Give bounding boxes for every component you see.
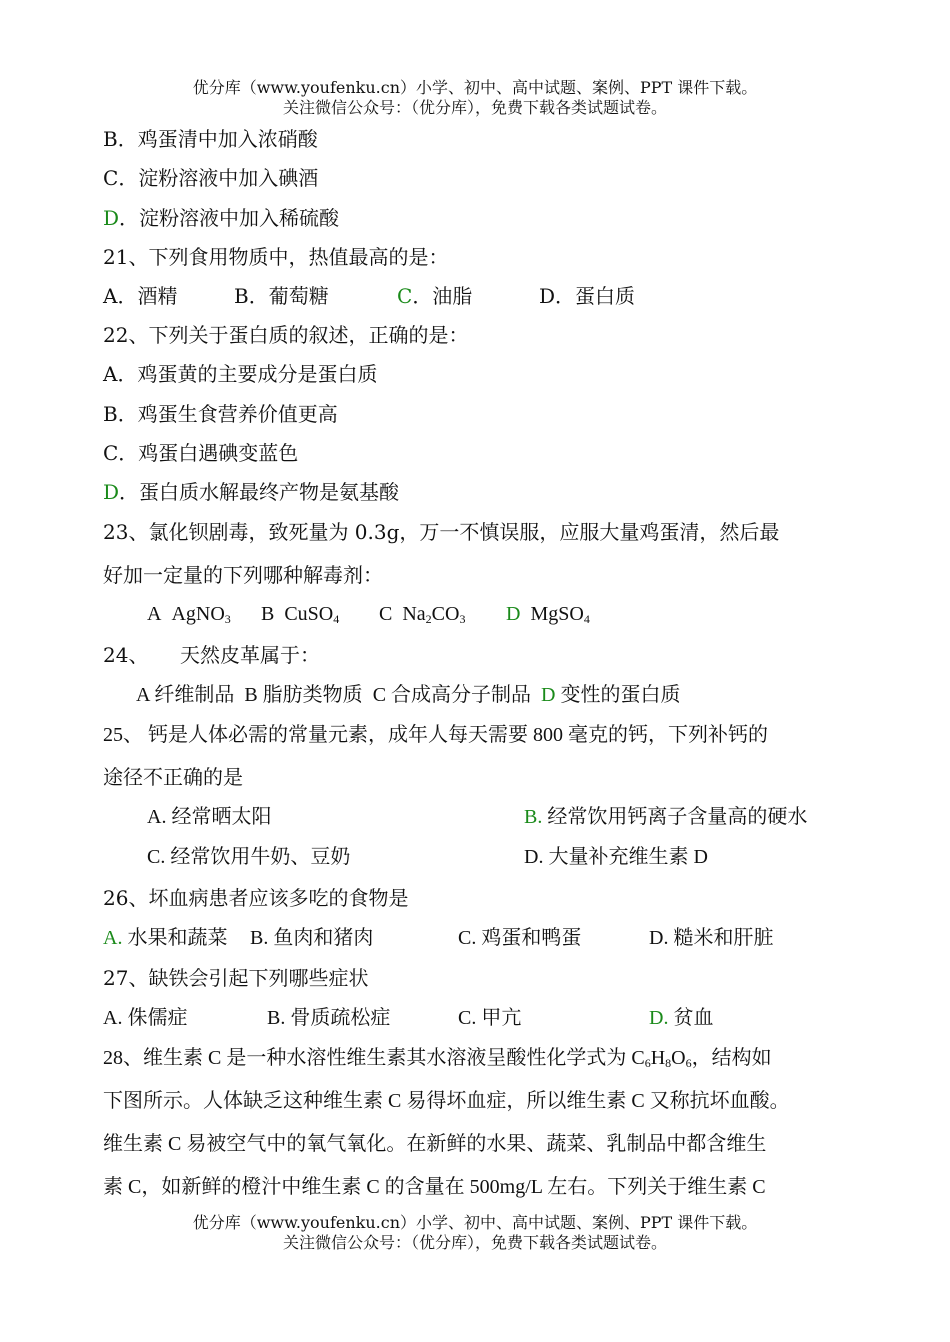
footer-line-1: 优分库（www.youfenku.cn）小学、初中、高中试题、案例、PPT 课件下载。 [192,1213,758,1232]
q21-option-b: B．葡萄糖 [234,284,329,308]
q28-line-3: 维生素 C 易被空气中的氧气氧化。在新鲜的水果、蔬菜、乳制品中都含维生 [103,1133,767,1155]
q26-option-a-text: 水果和蔬菜 [122,927,228,949]
q23-stem-line-2: 好加一定量的下列哪种解毒剂： [103,563,383,587]
q22-option-d [103,479,399,505]
q27-option-a: A. 侏儒症 [103,1007,188,1029]
q23-option-c-formula-2: CO [431,603,460,625]
q23-option-b-formula: CuSO [284,603,334,625]
q21-stem: 21、下列食用物质中，热值最高的是： [103,245,449,269]
q26-option-c: C. 鸡蛋和鸭蛋 [458,927,582,949]
q23-option-a-letter: A [147,603,162,625]
q26-option-b: B. 鱼肉和猪肉 [250,927,374,949]
q28-formula-sub-c: 6 [644,1056,651,1070]
q26-option-d: D. 糙米和肝脏 [649,927,774,949]
q27-option-c: C. 甲亢 [458,1007,522,1029]
q26-stem: 26、坏血病患者应该多吃的食物是 [103,886,409,910]
q27-option-b: B. 骨质疏松症 [267,1007,391,1029]
q25-option-a: A. 经常晒太阳 [147,806,272,828]
q20-option-b-letter: B [103,127,118,151]
q23-option-c-formula-1: Na [402,603,426,625]
q23-option-b [261,601,339,627]
q23-option-d-formula: MgSO [530,603,584,625]
q22-option-b: B．鸡蛋生食营养价值更高 [103,402,338,426]
q23-option-a-sub: 3 [224,612,231,626]
q20-option-d-text: ．淀粉溶液中加入稀硫酸 [119,206,340,230]
q28-line-1 [103,1045,772,1071]
q21-options [103,283,863,309]
q25-option-b-letter: B. [524,806,543,828]
q27-stem: 27、缺铁会引起下列哪些症状 [103,966,369,990]
q23-stem-line-1: 23、氯化钡剧毒，致死量为 0.3g，万一不慎误服，应服大量鸡蛋清，然后最 [103,520,780,544]
q21-option-a: A．酒精 [103,284,178,308]
q28-formula-sub-h: 8 [665,1056,672,1070]
q23-option-d-sub: 4 [583,612,590,626]
q24-stem-text: 天然皮革属于： [180,643,320,667]
q23-option-c-sub-2: 3 [459,612,466,626]
q20-option-c [103,165,318,191]
q25-option-b [524,804,807,830]
q28-line-2: 下图所示。人体缺乏这种维生素 C 易得坏血症，所以维生素 C 又称抗坏血酸。 [103,1090,790,1112]
q23-option-c-letter: C [379,603,393,625]
q23-option-d [506,601,590,627]
q24-option-a: A 纤维制品 [136,684,235,706]
q22-option-c: C．鸡蛋白遇碘变蓝色 [103,441,299,465]
q28-formula-o: O [671,1047,686,1069]
q23-option-a-formula: AgNO [171,603,225,625]
q20-option-c-letter: C [103,166,119,190]
header-line-1: 优分库（www.youfenku.cn）小学、初中、高中试题、案例、PPT 课件下载。 [192,78,758,97]
q27-options [103,1005,863,1031]
q22-option-a: A．鸡蛋黄的主要成分是蛋白质 [103,362,378,386]
q23-option-d-letter: D [506,603,521,625]
q24-stem [103,642,503,668]
q23-option-b-letter: B [261,603,275,625]
q23-option-c [379,601,465,627]
q25-stem-line-1: 25、 钙是人体必需的常量元素，成年人每天需要 800 毫克的钙，下列补钙的 [103,724,768,746]
q24-option-b: B 脂肪类物质 [244,684,363,706]
footer-line-2: 关注微信公众号：（优分库），免费下载各类试题试卷。 [282,1233,667,1252]
q22-stem: 22、下列关于蛋白质的叙述，正确的是： [103,323,469,347]
q24-option-c: C 合成高分子制品 [372,684,532,706]
q25-option-d: D. 大量补充维生素 D [524,846,708,868]
q28-line-4: 素 C，如新鲜的橙汁中维生素 C 的含量在 500mg/L 左右。下列关于维生素 C [103,1176,766,1198]
q28-formula-sub-o: 6 [685,1056,692,1070]
q21-option-c-letter: C [397,284,413,308]
q20-option-d-letter: D [103,206,120,230]
q23-option-a [147,601,231,627]
q25-options-row-2 [147,844,847,870]
q25-option-c: C. 经常饮用牛奶、豆奶 [147,846,351,868]
q23-option-c-sub-1: 2 [425,612,432,626]
q27-option-d-text: 贫血 [668,1007,714,1029]
q24-number: 24、 [103,643,149,667]
q25-option-b-text: 经常饮用钙离子含量高的硬水 [542,806,808,828]
q24-option-d-text: 变性的蛋白质 [555,684,681,706]
q22-option-d-text: ．蛋白质水解最终产物是氨基酸 [119,480,400,504]
q25-options-row-1 [147,804,847,830]
q28-line-1-tail: ，结构如 [691,1047,772,1069]
q23-option-b-sub: 4 [333,612,340,626]
q24-option-d-letter: D [541,684,556,706]
q21-option-d: D．蛋白质 [539,284,636,308]
q27-option-d-letter: D. [649,1007,669,1029]
q26-option-a-letter: A. [103,927,123,949]
q20-option-d [103,205,339,231]
q21-option-c [397,283,472,309]
q27-option-d [649,1005,713,1031]
q21-option-c-text: ．油脂 [412,284,473,308]
q20-option-b-text: ．鸡蛋清中加入浓硝酸 [117,127,318,151]
q28-formula-h: H [650,1047,666,1069]
q26-option-a [103,925,227,951]
q23-options [147,601,707,627]
q28-line-1-text: 28、维生素 C 是一种水溶性维生素其水溶液呈酸性化学式为 C [103,1047,645,1069]
q26-options [103,925,863,951]
q22-option-d-letter: D [103,480,120,504]
q20-option-c-text: ．淀粉溶液中加入碘酒 [118,166,319,190]
q20-option-b [103,126,318,152]
q24-options [136,682,680,708]
header-line-2: 关注微信公众号：（优分库），免费下载各类试题试卷。 [282,98,667,117]
q25-stem-line-2: 途径不正确的是 [103,765,243,789]
